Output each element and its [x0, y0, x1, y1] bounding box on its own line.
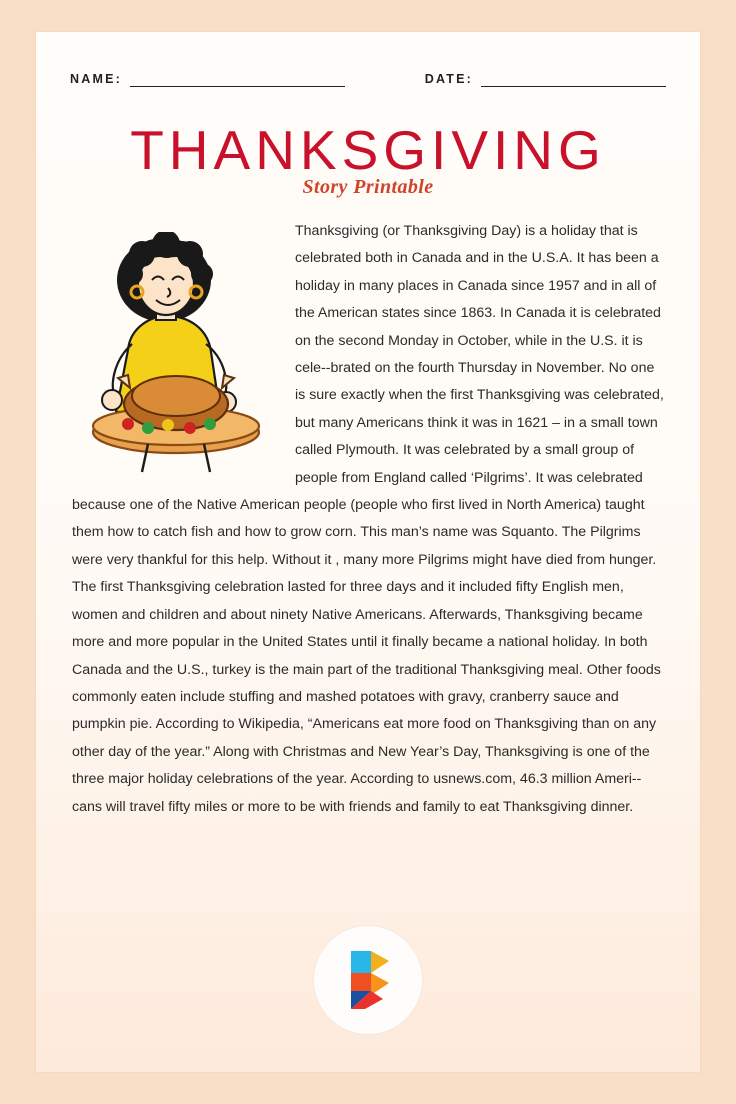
woman-serving-turkey-illustration — [72, 232, 287, 477]
name-label: NAME: — [70, 72, 122, 86]
story-paragraph: Thanksgiving (or Thanksgiving Day) is a holiday that is celebrated both in Canada and in the U.S.A. It has been a holiday in many places in Canada since 1957 and in all of the American states since 1863. In Canada it is celebrated on the second Monday in October, while in the U.S. it is cele--brated on the fourth Thursday in November. No one is sure exactly when the first Thanksgiving was celebrated, but many Americans think it was in 1621 – in a small town called Plymouth. It was celebrated by a small group of people from England called ‘Pilgrims’. It was celebrated because one of the Native American people (people who first lived in North America) taught them how to catch fish and how to grow corn. This man’s name was Squanto. The Pilgrims were very thankful for this help. Without it , many more Pilgrims might have died from hunger. The first Thanksgiving celebration lasted for three days and it included fifty English men, women and children and about ninety Native Americans. Afterwards, Thanksgiving became more and more popular in the United States until it finally became a national holiday. In both Canada and the U.S., turkey is the main part of the traditional Thanksgiving meal. Other foods commonly eaten include stuffing and mashed potatoes with gravy, cranberry sauce and pumpkin pie. According to Wikipedia, “Americans eat more food on Thanksgiving than on any other day of the year.” Along with Christmas and New Year’s Day, Thanksgiving is one of the three major holiday celebrations of the year. According to usnews.com, 46.3 million Ameri--cans will travel fifty miles or more to be with friends and family to eat Thanksgiving dinner. — [72, 223, 664, 815]
page-subtitle: Story Printable — [302, 176, 434, 198]
worksheet-page — [36, 32, 700, 1072]
story-content — [72, 218, 664, 821]
brand-logo-icon — [314, 926, 422, 1034]
page-title: THANKSGIVING — [130, 119, 606, 181]
name-field[interactable] — [70, 72, 345, 87]
date-write-line[interactable] — [481, 73, 666, 87]
name-write-line[interactable] — [130, 73, 345, 87]
header-fields — [70, 72, 666, 87]
date-field[interactable] — [425, 72, 666, 87]
date-label: DATE: — [424, 72, 473, 86]
